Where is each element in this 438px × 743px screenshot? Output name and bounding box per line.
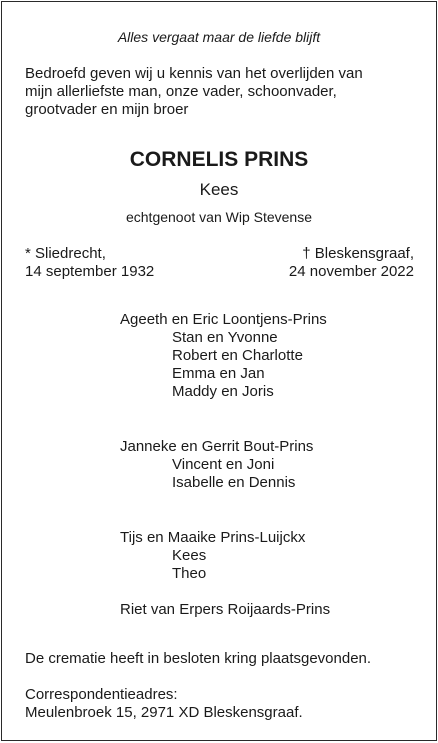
motto: Alles vergaat maar de liefde blijft [117,29,321,45]
intro-line: mijn allerliefste man, onze vader, schoonvader, [25,83,337,100]
family-parents: Janneke en Gerrit Bout-Prins [120,438,314,455]
intro-line: grootvader en mijn broer [25,101,189,118]
family-parents: Tijs en Maaike Prins-Luijckx [120,529,306,546]
family-child: Emma en Jan [172,365,265,382]
family-child: Kees [172,547,207,564]
cremation-note: De crematie heeft in besloten kring plaatsgevonden. [25,650,372,667]
death-notice-card [1,1,437,741]
birth-date: 14 september 1932 [25,263,155,280]
intro-text [25,65,417,119]
deceased-nickname: Kees [199,180,239,199]
death-place: † Bleskensgraaf, [302,245,414,262]
death-date: 24 november 2022 [288,263,414,280]
family-child: Isabelle en Dennis [172,474,296,491]
family-child: Theo [172,565,207,582]
correspondence-label: Correspondentieadres: [25,686,178,703]
correspondence-address: Meulenbroek 15, 2971 XD Bleskensgraaf. [25,704,303,721]
deceased-name: CORNELIS PRINS [129,148,309,171]
family-child: Vincent en Joni [172,456,275,473]
family-child: Stan en Yvonne [172,329,278,346]
family-parents: Riet van Erpers Roijaards-Prins [120,601,331,618]
family-child: Robert en Charlotte [172,347,303,364]
birth-place: * Sliedrecht, [25,245,106,262]
spouse-line: echtgenoot van Wip Stevense [125,209,312,225]
intro-line: Bedroefd geven wij u kennis van het overlijden van [25,65,363,82]
family-parents: Ageeth en Eric Loontjens-Prins [120,311,327,328]
family-child: Maddy en Joris [172,383,274,400]
